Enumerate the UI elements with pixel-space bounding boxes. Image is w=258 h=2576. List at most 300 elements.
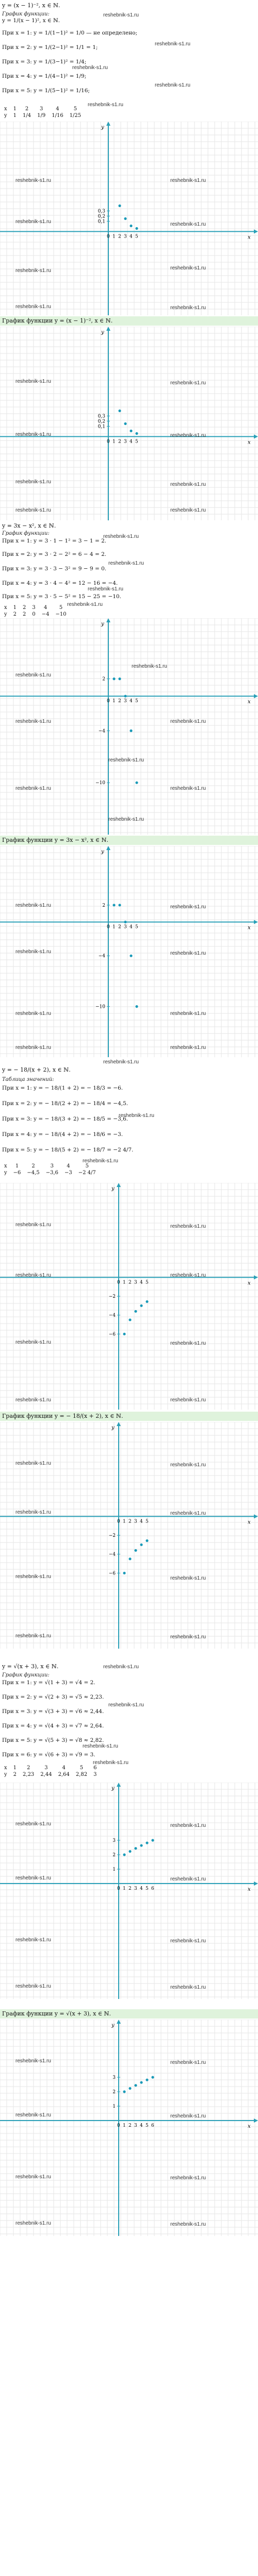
y-axis-label: y xyxy=(101,621,104,627)
watermark: reshebnik-s1.ru xyxy=(15,1461,51,1466)
chart-3 xyxy=(0,618,258,835)
watermark: reshebnik-s1.ru xyxy=(15,1045,51,1050)
data-point xyxy=(124,921,126,923)
y-tick-label: 0,2 xyxy=(98,214,105,219)
x-tick-label: 4 xyxy=(130,699,133,704)
watermark: reshebnik-s1.ru xyxy=(15,1397,51,1403)
data-point xyxy=(118,904,121,906)
data-point xyxy=(118,410,121,412)
x-axis-arrow xyxy=(254,694,258,698)
watermark: reshebnik-s1.ru xyxy=(108,561,144,566)
x-tick-label: 0 xyxy=(107,699,110,704)
x-tick-label: 3 xyxy=(124,699,127,704)
x-axis-label: x xyxy=(248,1887,251,1892)
section-3-header: Таблица значений: xyxy=(2,1077,54,1082)
table-cell: 4 xyxy=(62,1765,66,1771)
table-row xyxy=(1,113,84,120)
y-tick-label: −6 xyxy=(108,1332,116,1337)
section-1-value-table xyxy=(1,106,84,120)
x-axis-label: x xyxy=(248,925,251,931)
y-tick-label: 3 xyxy=(112,2075,116,2080)
table-row xyxy=(1,106,84,113)
table-row xyxy=(1,1163,99,1170)
watermark: reshebnik-s1.ru xyxy=(170,719,206,724)
section-2-line: При x = 1: y = 3 · 1 − 1² = 3 − 1 = 2. xyxy=(2,538,107,544)
table-cell: y xyxy=(4,1170,7,1176)
grid xyxy=(0,618,258,835)
watermark: reshebnik-s1.ru xyxy=(170,1011,206,1016)
x-tick-label: 5 xyxy=(146,1519,149,1524)
table-cell: −10 xyxy=(55,612,67,617)
x-axis-label: x xyxy=(248,234,251,241)
data-point xyxy=(118,205,121,207)
data-point xyxy=(134,1310,137,1313)
section-2-title: y = 3x − x², x ∈ ℕ. xyxy=(2,522,56,529)
y-tick-label: 0,1 xyxy=(98,424,105,430)
section-2-line: При x = 3: y = 3 · 3 − 3² = 9 − 9 = 0. xyxy=(2,566,107,572)
y-axis-label: y xyxy=(111,2023,115,2028)
section-3-line: При x = 2: y = − 18/(2 + 2) = − 18/4 = −4,5. xyxy=(2,1100,128,1107)
x-axis-label: x xyxy=(248,1519,251,1526)
section-2-line: При x = 4: y = 3 · 4 − 4² = 12 − 16 = −4. xyxy=(2,580,118,586)
table-cell: 3 xyxy=(44,1765,48,1771)
caption: График функции y = √(x + 3), x ∈ ℕ. xyxy=(2,2010,111,2017)
watermark: reshebnik-s1.ru xyxy=(67,602,103,607)
section-1-line: При x = 4: y = 1/(4−1)² = 1/9; xyxy=(2,73,87,79)
data-point xyxy=(130,225,132,227)
data-point xyxy=(135,227,138,230)
section-2-value-table xyxy=(1,605,70,618)
x-tick-label: 5 xyxy=(146,1886,149,1891)
data-point xyxy=(118,677,121,680)
watermark: reshebnik-s1.ru xyxy=(15,719,51,724)
y-axis-label: y xyxy=(111,1425,115,1431)
table-cell: x xyxy=(4,1765,7,1771)
chart-6 xyxy=(0,1422,258,1649)
table-row xyxy=(1,605,70,612)
watermark: reshebnik-s1.ru xyxy=(15,1984,51,1989)
y-tick-label: −4 xyxy=(98,728,105,734)
x-axis-arrow xyxy=(254,1275,258,1279)
data-point xyxy=(135,1005,138,1008)
data-point xyxy=(135,782,138,784)
data-point xyxy=(140,1844,142,1846)
y-axis-arrow xyxy=(106,846,110,850)
x-tick-label: 4 xyxy=(140,1886,143,1891)
y-tick-label: −2 xyxy=(108,1533,116,1538)
x-tick-label: 1 xyxy=(112,439,116,445)
table-cell: 0 xyxy=(32,612,36,617)
table-cell: 1/25 xyxy=(69,113,82,118)
table-cell: 5 xyxy=(85,1163,89,1169)
section-1-formula: y = 1/(x − 1)², x ∈ ℕ. xyxy=(2,18,60,24)
y-axis-arrow xyxy=(117,1422,121,1426)
table-cell: 2 xyxy=(23,612,26,617)
watermark: reshebnik-s1.ru xyxy=(15,1937,51,1943)
section-2-line: При x = 5: y = 3 · 5 − 5² = 15 − 25 = −10. xyxy=(2,594,121,600)
watermark: reshebnik-s1.ru xyxy=(15,1222,51,1228)
watermark: reshebnik-s1.ru xyxy=(83,1743,118,1749)
x-tick-label: 2 xyxy=(118,699,121,704)
watermark: reshebnik-s1.ru xyxy=(170,904,206,910)
data-point xyxy=(123,1572,125,1574)
y-axis-label: y xyxy=(101,125,104,130)
data-point xyxy=(134,2084,137,2087)
watermark: reshebnik-s1.ru xyxy=(170,951,206,956)
y-tick-label: −4 xyxy=(108,1552,116,1557)
watermark: reshebnik-s1.ru xyxy=(155,82,190,88)
watermark: reshebnik-s1.ru xyxy=(72,65,108,71)
watermark: reshebnik-s1.ru xyxy=(170,1397,206,1403)
x-tick-label: 1 xyxy=(123,1519,126,1524)
y-tick-label: 1 xyxy=(112,2104,116,2109)
y-tick-label: 3 xyxy=(112,1838,116,1843)
watermark: reshebnik-s1.ru xyxy=(15,1340,51,1345)
table-cell: x xyxy=(4,1163,7,1169)
data-point xyxy=(140,2081,142,2083)
watermark: reshebnik-s1.ru xyxy=(15,432,51,437)
section-4-line: При x = 3: y = √(3 + 3) = √6 ≈ 2,44. xyxy=(2,1708,104,1715)
y-axis-arrow xyxy=(106,122,110,126)
table-row xyxy=(1,1772,100,1778)
data-point xyxy=(130,955,132,957)
x-axis-arrow xyxy=(254,2119,258,2123)
y-tick-label: −10 xyxy=(95,781,105,786)
watermark: reshebnik-s1.ru xyxy=(170,1224,206,1229)
watermark: reshebnik-s1.ru xyxy=(15,1510,51,1515)
x-tick-label: 4 xyxy=(130,234,133,240)
x-tick-label: 1 xyxy=(123,1280,126,1285)
data-point xyxy=(124,695,126,698)
table-cell: −4 xyxy=(41,612,50,617)
y-tick-label: 0,2 xyxy=(98,419,105,425)
x-tick-label: 0 xyxy=(107,439,110,445)
x-axis-label: x xyxy=(248,439,251,446)
watermark: reshebnik-s1.ru xyxy=(88,102,123,108)
data-point xyxy=(135,432,138,435)
watermark: reshebnik-s1.ru xyxy=(170,1634,206,1640)
data-point xyxy=(112,677,115,680)
table-cell: −4,5 xyxy=(27,1170,40,1176)
watermark: reshebnik-s1.ru xyxy=(170,1045,206,1050)
y-axis-label: y xyxy=(101,330,104,335)
chart-5 xyxy=(0,1183,258,1410)
watermark: reshebnik-s1.ru xyxy=(15,479,51,485)
x-tick-label: 3 xyxy=(124,439,127,445)
watermark: reshebnik-s1.ru xyxy=(170,380,206,386)
watermark: reshebnik-s1.ru xyxy=(108,757,144,763)
section-4-header: График функции: xyxy=(2,1672,50,1678)
x-tick-label: 5 xyxy=(135,699,138,704)
table-cell: 2 xyxy=(31,1163,35,1169)
table-cell: 2,23 xyxy=(23,1772,35,1777)
watermark: reshebnik-s1.ru xyxy=(170,1938,206,1944)
x-tick-label: 0 xyxy=(117,1519,120,1524)
y-axis-label: y xyxy=(111,1186,115,1192)
x-axis-arrow xyxy=(254,1514,258,1518)
table-cell: −3 xyxy=(64,1170,72,1176)
table-cell: 2 xyxy=(26,1765,30,1771)
section-1-header: График функции: xyxy=(2,11,50,17)
watermark: reshebnik-s1.ru xyxy=(15,2112,51,2118)
table-cell: 2,82 xyxy=(75,1772,88,1777)
watermark: reshebnik-s1.ru xyxy=(15,786,51,791)
x-tick-label: 3 xyxy=(134,1519,137,1524)
x-tick-label: 1 xyxy=(112,234,116,240)
watermark: reshebnik-s1.ru xyxy=(15,672,51,678)
data-point xyxy=(134,1847,137,1850)
y-tick-label: 0,3 xyxy=(98,414,105,419)
x-axis-arrow xyxy=(254,1882,258,1886)
data-point xyxy=(134,1549,137,1552)
x-tick-label: 5 xyxy=(135,924,138,930)
section-4-line: При x = 2: y = √(2 + 3) = √5 ≈ 2,23. xyxy=(2,1694,104,1700)
x-tick-label: 2 xyxy=(128,2123,132,2128)
chart-2 xyxy=(0,327,258,520)
watermark: reshebnik-s1.ru xyxy=(170,1575,206,1581)
x-axis-label: x xyxy=(248,699,251,705)
x-tick-label: 4 xyxy=(130,924,133,930)
x-tick-label: 1 xyxy=(112,699,116,704)
table-cell: 2 xyxy=(13,1772,17,1777)
table-cell: 2,44 xyxy=(40,1772,52,1777)
watermark: reshebnik-s1.ru xyxy=(170,433,206,438)
x-tick-label: 2 xyxy=(118,234,121,240)
watermark: reshebnik-s1.ru xyxy=(83,1158,118,1164)
data-point xyxy=(130,430,132,432)
watermark: reshebnik-s1.ru xyxy=(15,2221,51,2226)
x-tick-label: 2 xyxy=(128,1886,132,1891)
x-tick-label: 3 xyxy=(134,2123,137,2128)
section-2-header: График функции: xyxy=(2,531,50,536)
y-tick-label: 2 xyxy=(112,2090,116,2095)
x-axis-arrow xyxy=(254,229,258,233)
watermark: reshebnik-s1.ru xyxy=(93,1760,128,1766)
watermark: reshebnik-s1.ru xyxy=(170,2060,206,2065)
x-tick-label: 4 xyxy=(140,2123,143,2128)
section-1-line: При x = 3: y = 1/(3−1)² = 1/4; xyxy=(2,59,87,65)
section-2-caption-band xyxy=(0,836,258,845)
data-point xyxy=(128,2087,131,2090)
data-point xyxy=(123,1853,125,1856)
y-tick-label: −6 xyxy=(108,1571,116,1577)
section-1-line: При x = 5: y = 1/(5−1)² = 1/16; xyxy=(2,88,90,94)
section-4-caption-band xyxy=(0,2009,258,2019)
x-tick-label: 2 xyxy=(118,924,121,930)
data-point xyxy=(123,1333,125,1335)
watermark: reshebnik-s1.ru xyxy=(15,268,51,274)
table-cell: 3 xyxy=(39,106,43,112)
y-tick-label: 2 xyxy=(112,1853,116,1858)
x-tick-label: 0 xyxy=(117,1886,120,1891)
chart-8 xyxy=(0,2020,258,2236)
data-point xyxy=(112,904,115,906)
watermark: reshebnik-s1.ru xyxy=(88,586,123,592)
y-axis-label: y xyxy=(101,849,104,855)
caption: График функции y = (x − 1)⁻², x ∈ ℕ. xyxy=(2,317,113,324)
table-cell: 1 xyxy=(13,605,17,611)
section-3-line: При x = 3: y = − 18/(3 + 2) = − 18/5 = −3,6. xyxy=(2,1116,128,1122)
x-tick-label: 0 xyxy=(117,2123,120,2128)
y-tick-label: 2 xyxy=(102,676,105,682)
watermark: reshebnik-s1.ru xyxy=(170,1823,206,1828)
table-cell: 5 xyxy=(59,605,63,611)
x-tick-label: 4 xyxy=(130,439,133,445)
x-axis-arrow xyxy=(254,434,258,438)
y-tick-label: 0,3 xyxy=(98,209,105,214)
data-point xyxy=(151,1839,154,1841)
table-cell: 1 xyxy=(13,1765,17,1771)
grid xyxy=(0,1183,258,1410)
table-row xyxy=(1,612,70,618)
table-cell: 2 xyxy=(23,605,26,611)
table-cell: 1/9 xyxy=(37,113,46,118)
watermark: reshebnik-s1.ru xyxy=(15,1574,51,1580)
y-axis-arrow xyxy=(117,1183,121,1187)
x-tick-label: 5 xyxy=(135,234,138,240)
data-point xyxy=(140,1544,142,1546)
table-cell: x xyxy=(4,605,7,611)
y-tick-label: −4 xyxy=(98,954,105,959)
data-point xyxy=(151,2076,154,2078)
x-tick-label: 5 xyxy=(146,1280,149,1285)
watermark: reshebnik-s1.ru xyxy=(103,12,139,18)
table-cell: 1/4 xyxy=(23,113,31,118)
watermark: reshebnik-s1.ru xyxy=(15,1875,51,1881)
watermark: reshebnik-s1.ru xyxy=(15,949,51,955)
table-cell: 3 xyxy=(50,1163,54,1169)
section-3-line: При x = 4: y = − 18/(4 + 2) = − 18/6 = −3. xyxy=(2,1131,123,1138)
x-tick-label: 0 xyxy=(107,924,110,930)
data-point xyxy=(146,2078,148,2081)
table-cell: 6 xyxy=(93,1765,97,1771)
watermark: reshebnik-s1.ru xyxy=(170,507,206,513)
section-4-line: При x = 5: y = √(5 + 3) = √8 ≈ 2,82. xyxy=(2,1737,104,1743)
caption: График функции y = − 18/(x + 2), x ∈ ℕ. xyxy=(2,1413,123,1419)
y-tick-label: −4 xyxy=(108,1313,116,1318)
y-axis-arrow xyxy=(117,2020,121,2024)
x-tick-label: 1 xyxy=(112,924,116,930)
x-axis-label: x xyxy=(248,1280,251,1286)
x-tick-label: 1 xyxy=(123,1886,126,1891)
y-tick-label: 0,1 xyxy=(98,219,105,225)
watermark: reshebnik-s1.ru xyxy=(15,507,51,513)
watermark: reshebnik-s1.ru xyxy=(15,1011,51,1016)
table-cell: 3 xyxy=(32,605,36,611)
x-tick-label: 0 xyxy=(117,1280,120,1285)
section-4-line: При x = 4: y = √(4 + 3) = √7 ≈ 2,64. xyxy=(2,1723,104,1729)
x-tick-label: 6 xyxy=(151,2123,154,2128)
watermark: reshebnik-s1.ru xyxy=(170,2222,206,2227)
watermark: reshebnik-s1.ru xyxy=(15,304,51,310)
watermark: reshebnik-s1.ru xyxy=(170,222,206,227)
y-tick-label: 2 xyxy=(102,903,105,908)
watermark: reshebnik-s1.ru xyxy=(155,41,190,47)
watermark: reshebnik-s1.ru xyxy=(170,786,206,791)
table-cell: 3 xyxy=(93,1772,97,1777)
data-point xyxy=(146,1841,148,1844)
table-cell: 5 xyxy=(73,106,77,112)
data-point xyxy=(123,2090,125,2093)
table-cell: 1 xyxy=(13,106,17,112)
section-1-title: y = (x − 1)⁻², x ∈ ℕ. xyxy=(2,2,60,9)
x-tick-label: 3 xyxy=(124,924,127,930)
section-1-line: При x = 1: y = 1/(1−1)² = 1/0 — не определено; xyxy=(2,30,138,36)
table-cell: 2,64 xyxy=(58,1772,70,1777)
y-axis-arrow xyxy=(117,1783,121,1787)
watermark: reshebnik-s1.ru xyxy=(170,1511,206,1516)
watermark: reshebnik-s1.ru xyxy=(15,2174,51,2180)
y-tick-label: 1 xyxy=(112,1867,116,1872)
table-cell: 1 xyxy=(15,1163,19,1169)
watermark: reshebnik-s1.ru xyxy=(15,1821,51,1827)
watermark: reshebnik-s1.ru xyxy=(170,482,206,487)
grid xyxy=(0,122,258,315)
y-tick-label: −10 xyxy=(95,1004,105,1010)
x-tick-label: 0 xyxy=(107,234,110,240)
x-axis-arrow xyxy=(254,920,258,924)
data-point xyxy=(146,1539,148,1542)
table-row xyxy=(1,1170,99,1177)
watermark: reshebnik-s1.ru xyxy=(170,1273,206,1278)
section-1-caption-band xyxy=(0,316,258,326)
section-4-line: При x = 6: y = √(6 + 3) = √9 = 3. xyxy=(2,1752,95,1758)
x-tick-label: 4 xyxy=(140,1519,143,1524)
table-cell: x xyxy=(4,106,7,112)
watermark: reshebnik-s1.ru xyxy=(103,534,139,539)
watermark: reshebnik-s1.ru xyxy=(170,1462,206,1468)
grid xyxy=(0,1422,258,1649)
table-cell: −6 xyxy=(13,1170,21,1176)
x-tick-label: 3 xyxy=(134,1280,137,1285)
caption: График функции y = 3x − x², x ∈ ℕ. xyxy=(2,837,109,843)
section-3-value-table xyxy=(1,1163,99,1177)
data-point xyxy=(128,1557,131,1560)
chart-1 xyxy=(0,122,258,315)
watermark: reshebnik-s1.ru xyxy=(170,1876,206,1882)
watermark: reshebnik-s1.ru xyxy=(103,1664,139,1670)
data-point xyxy=(130,730,132,732)
x-tick-label: 5 xyxy=(135,439,138,445)
watermark: reshebnik-s1.ru xyxy=(170,2175,206,2181)
x-tick-label: 2 xyxy=(128,1280,132,1285)
x-axis-label: x xyxy=(248,2124,251,2129)
watermark: reshebnik-s1.ru xyxy=(15,219,51,225)
x-tick-label: 5 xyxy=(146,2123,149,2128)
watermark: reshebnik-s1.ru xyxy=(170,1985,206,1990)
section-4-title: y = √(x + 3), x ∈ ℕ. xyxy=(2,1663,59,1670)
table-cell: y xyxy=(4,1772,7,1777)
table-cell: 1/16 xyxy=(52,113,63,118)
section-3-line: При x = 5: y = − 18/(5 + 2) = − 18/7 = −2 4/7. xyxy=(2,1147,134,1153)
grid xyxy=(0,327,258,520)
watermark: reshebnik-s1.ru xyxy=(119,1113,154,1118)
data-point xyxy=(124,217,126,220)
data-point xyxy=(146,1300,148,1303)
table-cell: 4 xyxy=(56,106,59,112)
section-4-value-table xyxy=(1,1765,100,1778)
table-cell: y xyxy=(4,113,7,118)
section-4-line: При x = 1: y = √(1 + 3) = √4 = 2. xyxy=(2,1680,95,1686)
table-cell: 5 xyxy=(79,1765,84,1771)
x-tick-label: 2 xyxy=(118,439,121,445)
section-2-line: При x = 2: y = 3 · 2 − 2² = 6 − 4 = 2. xyxy=(2,551,107,557)
data-point xyxy=(128,1318,131,1321)
table-row xyxy=(1,1765,100,1772)
table-cell: y xyxy=(4,612,7,617)
x-tick-label: 1 xyxy=(123,2123,126,2128)
watermark: reshebnik-s1.ru xyxy=(15,2058,51,2064)
